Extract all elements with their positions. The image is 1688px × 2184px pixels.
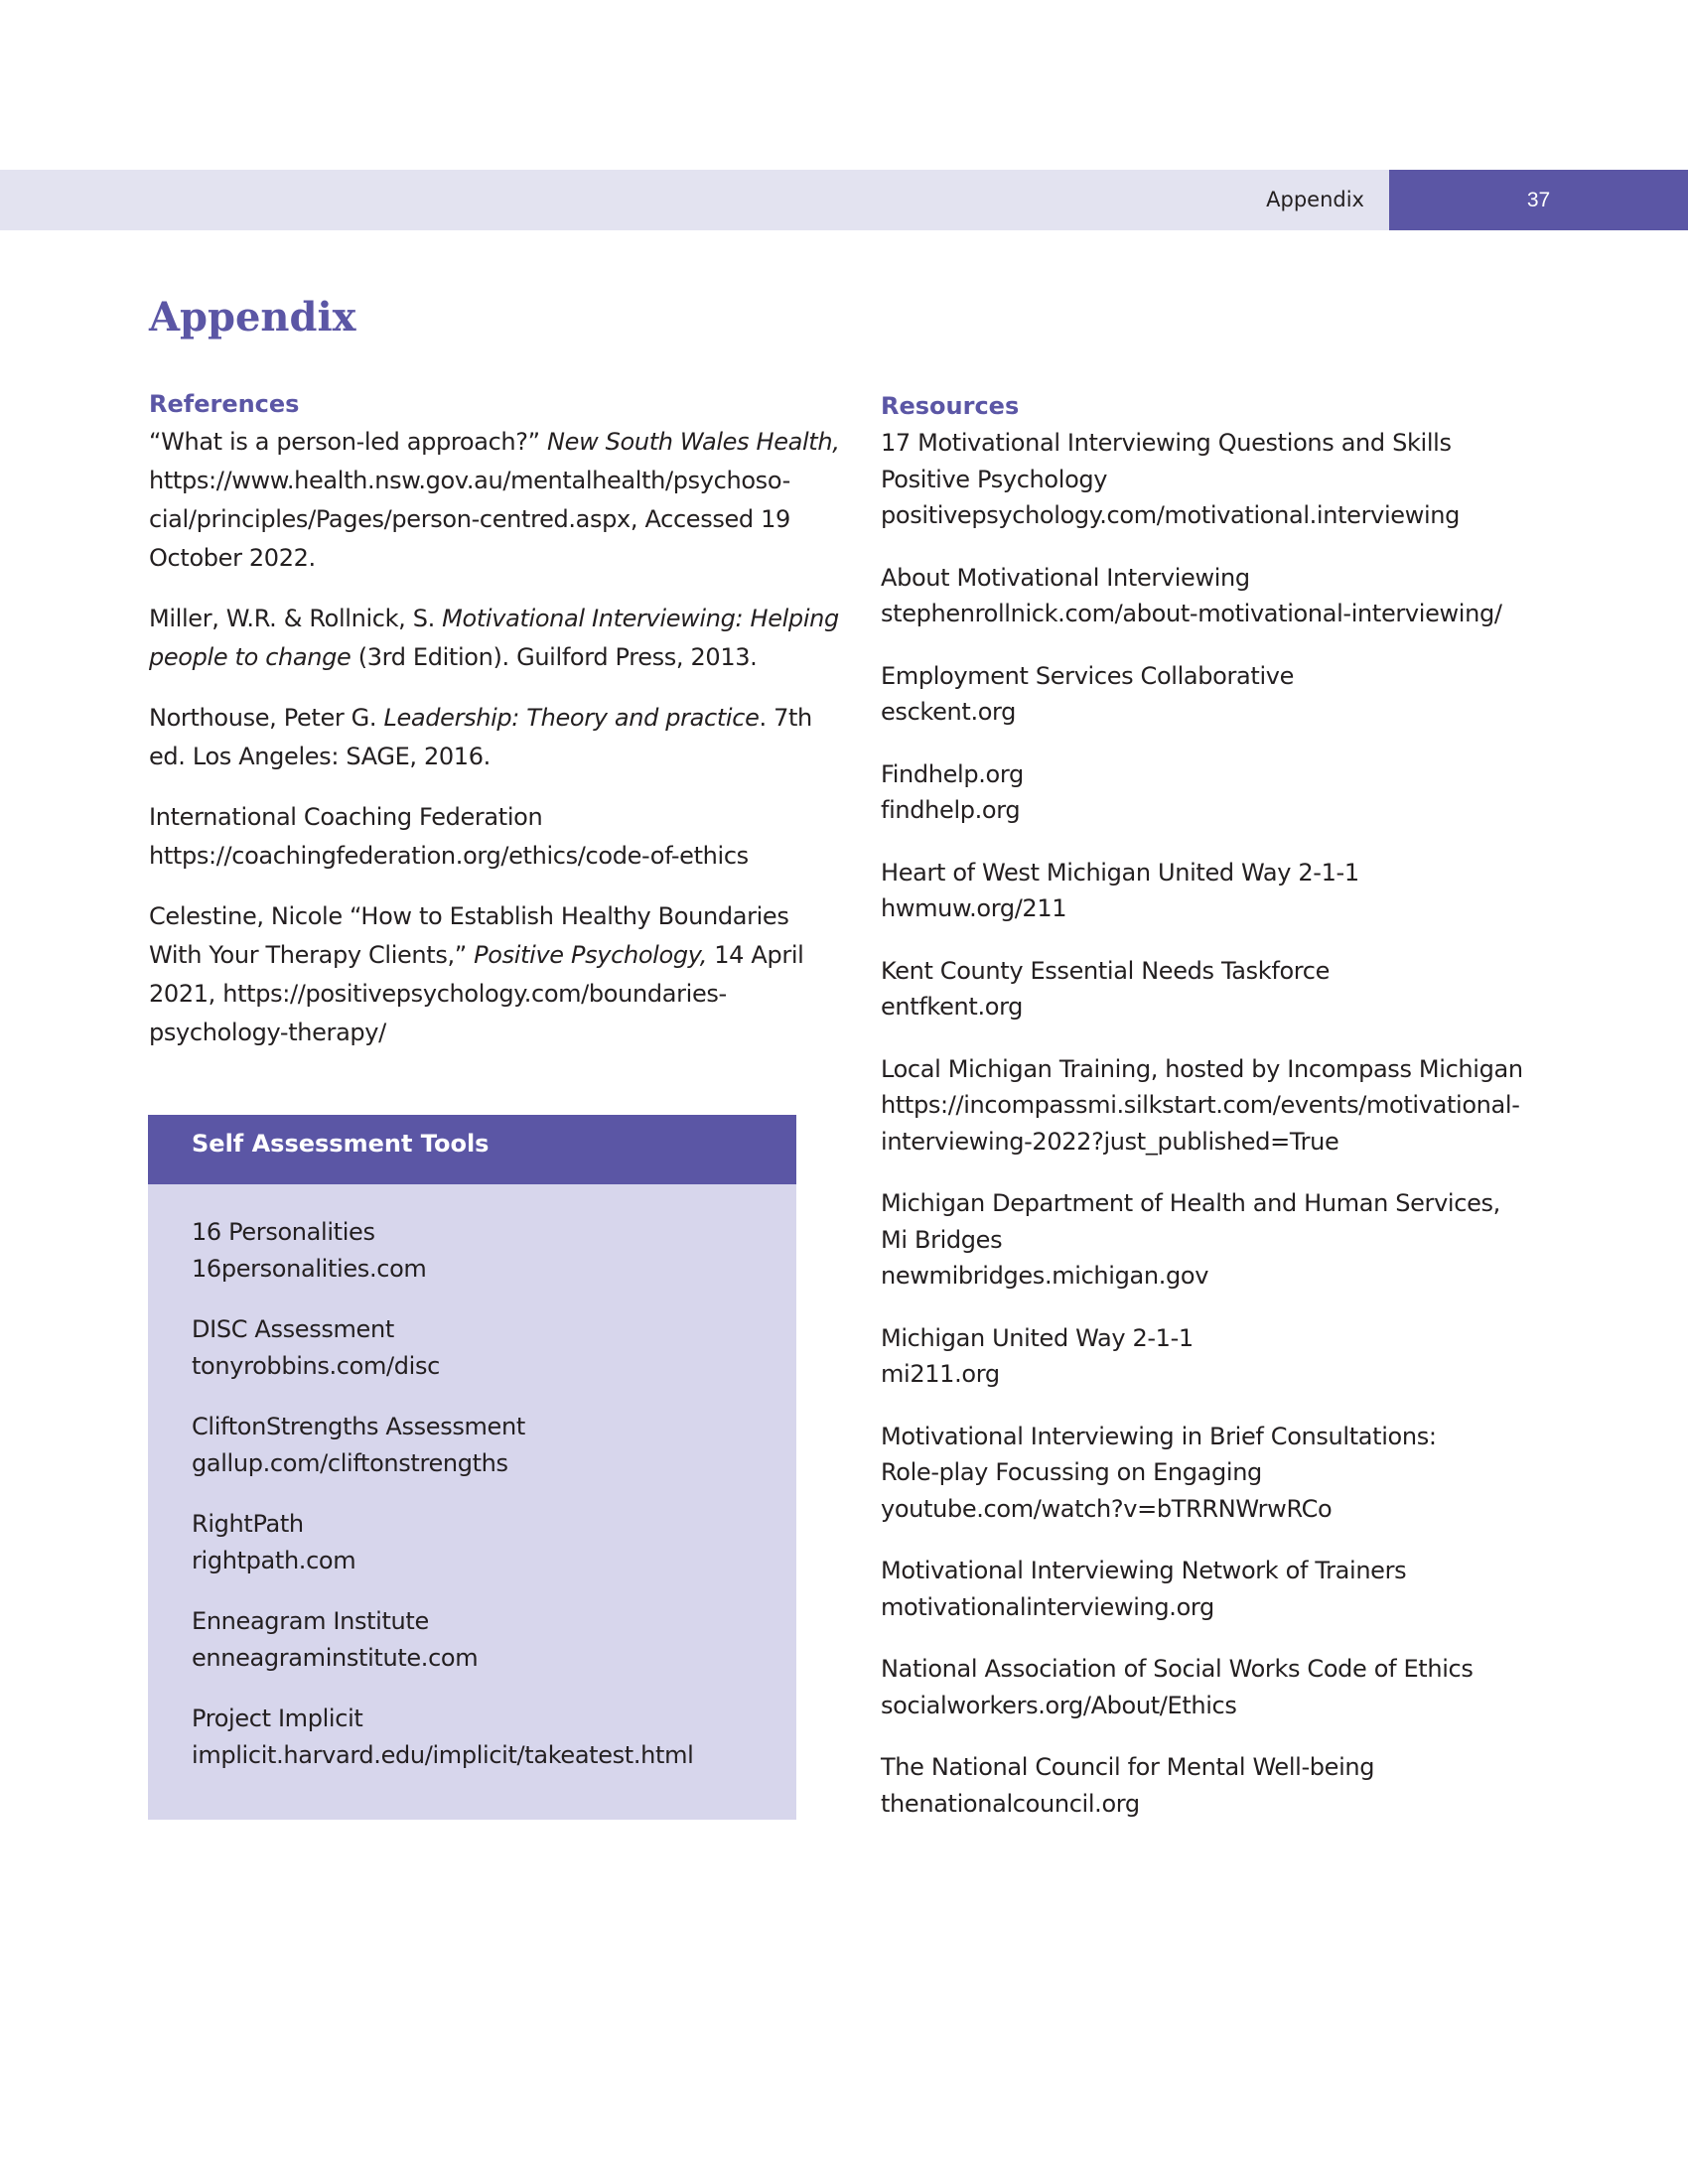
references-heading: References	[149, 390, 300, 418]
resources-heading: Resources	[881, 392, 1020, 420]
resource-line: socialworkers.org/About/Ethics	[881, 1691, 1237, 1719]
header-section-label: Appendix	[1266, 188, 1364, 211]
resources-section	[881, 391, 1556, 1847]
tool-url: rightpath.com	[192, 1546, 356, 1574]
resource-line: Heart of West Michigan United Way 2-1-1	[881, 858, 1359, 887]
tool-item	[192, 1311, 787, 1384]
self-assessment-heading: Self Assessment Tools	[192, 1130, 490, 1158]
resource-line: National Association of Social Works Code of Ethics	[881, 1655, 1474, 1683]
resource-line: thenationalcouncil.org	[881, 1789, 1140, 1818]
tool-item	[192, 1701, 787, 1773]
self-assessment-box	[148, 1184, 796, 1820]
self-assessment-header	[148, 1115, 796, 1184]
tool-name: RightPath	[192, 1510, 304, 1538]
tool-url: 16personalities.com	[192, 1254, 427, 1283]
tool-url: tonyrobbins.com/disc	[192, 1351, 440, 1380]
resource-line: hwmuw.org/211	[881, 894, 1067, 922]
resource-line: Positive Psychology	[881, 465, 1108, 493]
resource-line: interviewing-2022?just_published=True	[881, 1127, 1339, 1156]
tool-name: Enneagram Institute	[192, 1607, 429, 1635]
tool-item	[192, 1409, 787, 1481]
resources-list	[881, 425, 1556, 1822]
resource-line: Michigan Department of Health and Human Services,	[881, 1189, 1500, 1217]
resource-item	[881, 425, 1556, 534]
tool-url: implicit.harvard.edu/implicit/takeatest.html	[192, 1740, 694, 1769]
reference-title: Leadership: Theory and practice	[383, 704, 760, 732]
resource-item	[881, 1051, 1556, 1160]
resource-line: youtube.com/watch?v=bTRRNWrwRCo	[881, 1494, 1333, 1523]
resource-line: stephenrollnick.com/about-motivational-interviewing/	[881, 600, 1502, 627]
resource-line: mi211.org	[881, 1360, 1000, 1388]
reference-text: Miller, W.R. & Rollnick, S.	[149, 605, 443, 632]
tool-name: 16 Personalities	[192, 1218, 375, 1246]
resource-line: About Motivational Interviewing	[881, 563, 1250, 592]
resource-item	[881, 756, 1556, 829]
resource-item	[881, 1419, 1556, 1528]
resource-line: Mi Bridges	[881, 1225, 1003, 1254]
resource-item	[881, 953, 1556, 1025]
tool-url: gallup.com/cliftonstrengths	[192, 1448, 508, 1477]
resource-line: entfkent.org	[881, 993, 1024, 1021]
resource-item	[881, 1553, 1556, 1625]
resource-item	[881, 560, 1556, 632]
reference-item	[149, 423, 844, 578]
reference-text: Celestine, Nicole “How to Establish Healthy Boundaries With Your Therapy Clients,”	[149, 902, 789, 969]
resource-line: 17 Motivational Interviewing Questions and Skills	[881, 429, 1452, 457]
resource-line: https://incompassmi.silkstart.com/events/motivational-	[881, 1091, 1520, 1119]
tool-name: Project Implicit	[192, 1705, 363, 1732]
resource-line: Kent County Essential Needs Taskforce	[881, 956, 1331, 985]
resource-line: Motivational Interviewing Network of Trainers	[881, 1557, 1407, 1584]
resource-line: Employment Services Collaborative	[881, 661, 1295, 690]
reference-item	[149, 897, 844, 1052]
references-list	[149, 423, 844, 1052]
tool-item	[192, 1506, 787, 1578]
resource-line: motivationalinterviewing.org	[881, 1592, 1214, 1621]
reference-item	[149, 699, 844, 776]
resource-line: Motivational Interviewing in Brief Consultations:	[881, 1422, 1437, 1450]
resource-line: The National Council for Mental Well-being	[881, 1753, 1375, 1781]
reference-text: 14 April 2021, https://positivepsychology.com/boundaries-psychology-therapy/	[149, 941, 804, 1046]
resource-line: positivepsychology.com/motivational.interviewing	[881, 501, 1461, 529]
self-assessment-list	[192, 1214, 787, 1798]
reference-title: Motivational Interviewing: Helping people to change	[149, 605, 839, 671]
reference-title: New South Wales Health,	[547, 428, 840, 456]
resource-item	[881, 1320, 1556, 1393]
reference-text: Northouse, Peter G.	[149, 704, 384, 732]
reference-item	[149, 600, 844, 677]
resource-item	[881, 1651, 1556, 1723]
reference-text: . 7th ed. Los Angeles: SAGE, 2016.	[149, 704, 812, 770]
reference-text: (3rd Edition). Guilford Press, 2013.	[351, 643, 758, 671]
reference-text: International Coaching Federation https://coachingfederation.org/ethics/code-of-ethics	[149, 803, 749, 870]
page-title: Appendix	[149, 294, 356, 341]
references-section	[149, 389, 844, 1074]
page-number: 37	[1389, 170, 1688, 230]
resource-line: Role-play Focussing on Engaging	[881, 1458, 1262, 1486]
resource-line: findhelp.org	[881, 796, 1021, 824]
tool-url: enneagraminstitute.com	[192, 1643, 479, 1672]
resource-item	[881, 658, 1556, 731]
resource-line: esckent.org	[881, 698, 1017, 726]
reference-title: Positive Psychology,	[474, 941, 707, 969]
tool-item	[192, 1214, 787, 1287]
resource-item	[881, 1749, 1556, 1822]
reference-item	[149, 798, 844, 876]
reference-text: https://www.health.nsw.gov.au/mentalhealth/psychoso-cial/principles/Pages/person-centred.aspx, Accessed 19 October 2022.	[149, 467, 790, 572]
resource-item	[881, 855, 1556, 927]
tool-name: DISC Assessment	[192, 1315, 394, 1343]
resource-line: Michigan United Way 2-1-1	[881, 1323, 1194, 1352]
resource-line: newmibridges.michigan.gov	[881, 1262, 1209, 1290]
tool-item	[192, 1603, 787, 1676]
resource-line: Local Michigan Training, hosted by Incompass Michigan	[881, 1054, 1523, 1083]
resource-line: Findhelp.org	[881, 759, 1024, 788]
reference-text: “What is a person-led approach?”	[149, 428, 548, 456]
resource-item	[881, 1185, 1556, 1295]
tool-name: CliftonStrengths Assessment	[192, 1413, 525, 1440]
